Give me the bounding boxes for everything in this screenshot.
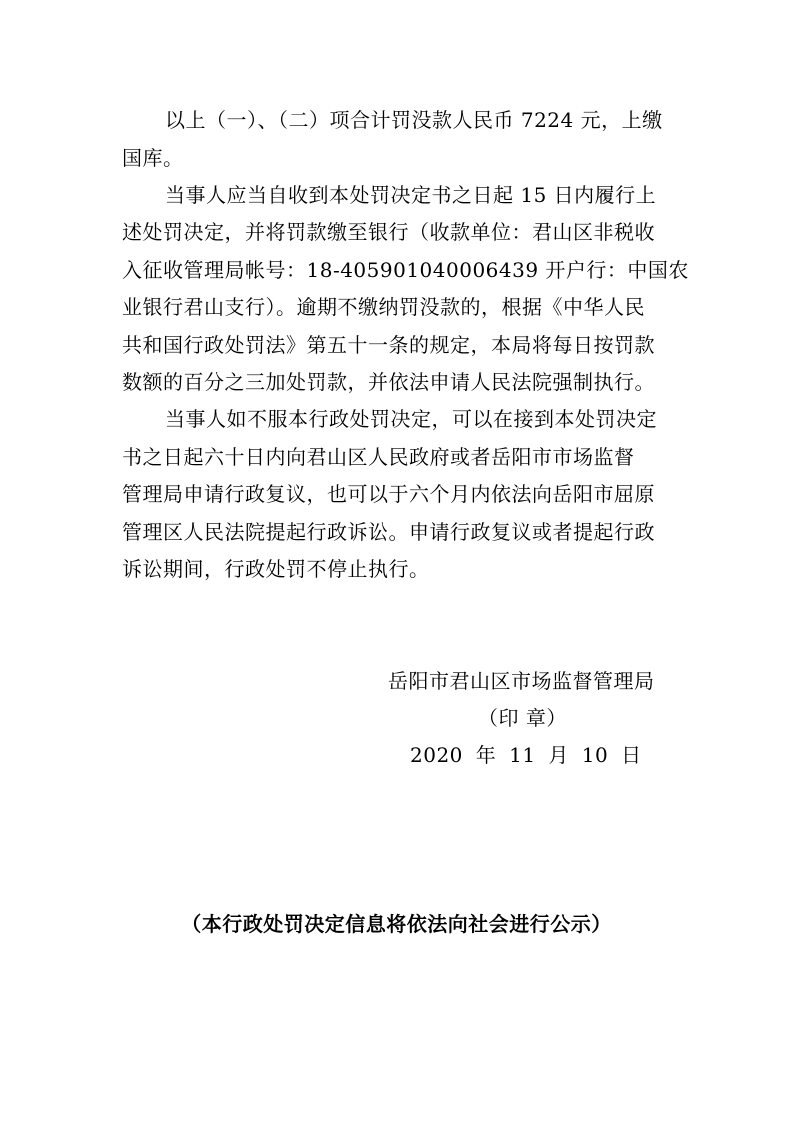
paragraph-3-line-1: 当事人如不服本行政处罚决定，可以在接到本处罚决定 (165, 407, 657, 431)
public-notice: （本行政处罚决定信息将依法向社会进行公示） (181, 912, 612, 936)
paragraph-3-line-2: 书之日起六十日内向君山区人民政府或者岳阳市市场监督 (122, 445, 635, 469)
paragraph-3-line-4: 管理区人民法院提起行政诉讼。申请行政复议或者提起行政 (122, 520, 655, 544)
paragraph-2-line-3: 入征收管理局帐号：18-405901040006439 开户行：中国农 (122, 258, 689, 282)
paragraph-2-line-2: 述处罚决定，并将罚款缴至银行（收款单位：君山区非税收 (122, 220, 655, 244)
paragraph-2-line-1: 当事人应当自收到本处罚决定书之日起 15 日内履行上 (165, 183, 657, 207)
paragraph-1-line-2: 国库。 (122, 146, 184, 170)
issuing-organization: 岳阳市君山区市场监督管理局 (388, 669, 655, 693)
paragraph-2-line-5: 共和国行政处罚法》第五十一条的规定，本局将每日按罚款 (122, 333, 655, 357)
paragraph-3-line-3: 管理局申请行政复议，也可以于六个月内依法向岳阳市屈原 (122, 482, 655, 506)
issue-date: 2020 年 11 月 10 日 (410, 743, 642, 767)
paragraph-3-line-5: 诉讼期间，行政处罚不停止执行。 (122, 557, 430, 581)
paragraph-2-line-6: 数额的百分之三加处罚款，并依法申请人民法院强制执行。 (122, 370, 655, 394)
paragraph-1-line-1: 以上（一）、（二）项合计罚没款人民币 7224 元，上缴 (165, 108, 663, 132)
paragraph-2-line-4: 业银行君山支行）。逾期不缴纳罚没款的，根据《中华人民 (122, 295, 645, 319)
seal-placeholder: （印 章） (478, 706, 567, 730)
